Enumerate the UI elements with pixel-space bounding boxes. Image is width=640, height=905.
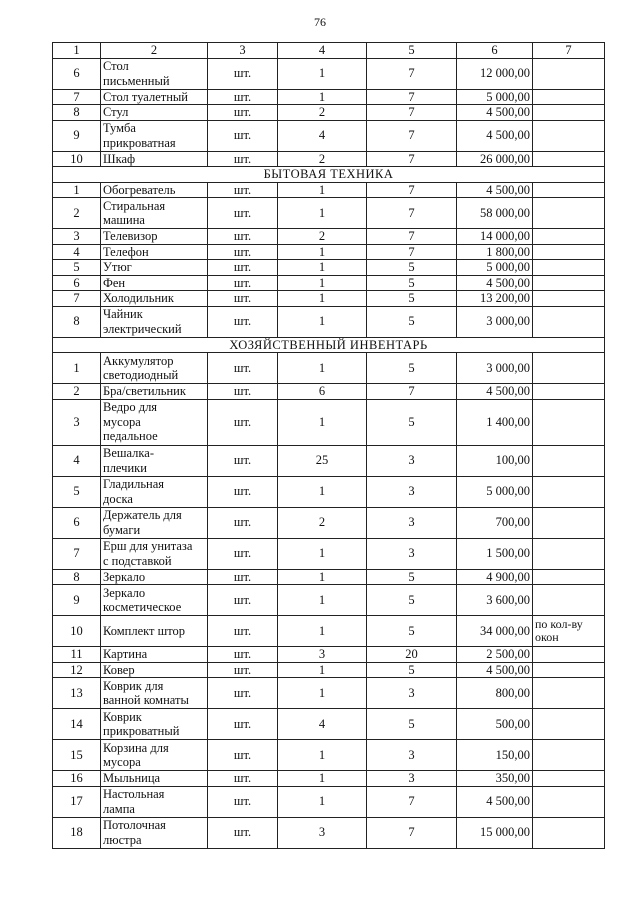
service-life-cell: 3 — [367, 771, 457, 787]
item-name-cell: Фен — [101, 275, 208, 291]
row-number-cell: 6 — [53, 58, 101, 89]
note-cell — [533, 353, 605, 384]
table-row — [53, 353, 605, 384]
unit-cell: шт. — [208, 260, 278, 276]
row-number-cell: 14 — [53, 709, 101, 740]
price-cell: 4 500,00 — [457, 662, 533, 678]
item-name-cell: Потолочная люстра — [101, 817, 208, 848]
table-row — [53, 229, 605, 245]
item-name-cell: Телевизор — [101, 229, 208, 245]
item-name-cell: Тумба прикроватная — [101, 120, 208, 151]
price-cell: 13 200,00 — [457, 291, 533, 307]
note-cell — [533, 662, 605, 678]
note-cell — [533, 291, 605, 307]
note-cell — [533, 585, 605, 616]
row-number-cell: 8 — [53, 569, 101, 585]
row-number-cell: 15 — [53, 740, 101, 771]
unit-cell: шт. — [208, 399, 278, 445]
row-number-cell: 18 — [53, 817, 101, 848]
service-life-cell: 3 — [367, 507, 457, 538]
table-row — [53, 445, 605, 476]
table-row — [53, 244, 605, 260]
quantity-cell: 1 — [278, 291, 367, 307]
service-life-cell: 7 — [367, 384, 457, 400]
quantity-cell: 1 — [278, 244, 367, 260]
row-number-cell: 12 — [53, 662, 101, 678]
price-cell: 3 000,00 — [457, 353, 533, 384]
service-life-cell: 5 — [367, 585, 457, 616]
quantity-cell: 3 — [278, 647, 367, 663]
price-cell: 34 000,00 — [457, 616, 533, 647]
item-name-cell: Зеркало — [101, 569, 208, 585]
unit-cell: шт. — [208, 120, 278, 151]
price-cell: 58 000,00 — [457, 198, 533, 229]
price-cell: 2 500,00 — [457, 647, 533, 663]
column-number: 2 — [101, 43, 208, 59]
quantity-cell: 1 — [278, 740, 367, 771]
unit-cell: шт. — [208, 182, 278, 198]
price-cell: 1 400,00 — [457, 399, 533, 445]
row-number-cell: 2 — [53, 198, 101, 229]
table-row — [53, 585, 605, 616]
table-row — [53, 709, 605, 740]
quantity-cell: 1 — [278, 275, 367, 291]
service-life-cell: 3 — [367, 445, 457, 476]
item-name-cell: Вешалка- плечики — [101, 445, 208, 476]
column-number: 6 — [457, 43, 533, 59]
table-row — [53, 569, 605, 585]
quantity-cell: 1 — [278, 198, 367, 229]
note-cell — [533, 445, 605, 476]
table-row — [53, 275, 605, 291]
quantity-cell: 6 — [278, 384, 367, 400]
item-name-cell: Корзина для мусора — [101, 740, 208, 771]
unit-cell: шт. — [208, 616, 278, 647]
table-row — [53, 58, 605, 89]
row-number-cell: 3 — [53, 399, 101, 445]
service-life-cell: 7 — [367, 198, 457, 229]
column-number: 3 — [208, 43, 278, 59]
row-number-cell: 2 — [53, 384, 101, 400]
quantity-cell: 1 — [278, 58, 367, 89]
row-number-cell: 13 — [53, 678, 101, 709]
table-row — [53, 260, 605, 276]
service-life-cell: 3 — [367, 538, 457, 569]
price-cell: 4 500,00 — [457, 105, 533, 121]
row-number-cell: 9 — [53, 120, 101, 151]
service-life-cell: 5 — [367, 260, 457, 276]
unit-cell: шт. — [208, 58, 278, 89]
row-number-cell: 4 — [53, 244, 101, 260]
table-row — [53, 198, 605, 229]
service-life-cell: 7 — [367, 786, 457, 817]
item-name-cell: Стол письменный — [101, 58, 208, 89]
table-row — [53, 740, 605, 771]
item-name-cell: Коврик для ванной комнаты — [101, 678, 208, 709]
note-cell — [533, 198, 605, 229]
unit-cell: шт. — [208, 507, 278, 538]
service-life-cell: 5 — [367, 291, 457, 307]
service-life-cell: 3 — [367, 678, 457, 709]
service-life-cell: 7 — [367, 151, 457, 167]
service-life-cell: 5 — [367, 616, 457, 647]
unit-cell: шт. — [208, 198, 278, 229]
quantity-cell: 2 — [278, 151, 367, 167]
unit-cell: шт. — [208, 229, 278, 245]
note-cell — [533, 275, 605, 291]
row-number-cell: 1 — [53, 353, 101, 384]
service-life-cell: 7 — [367, 182, 457, 198]
service-life-cell: 5 — [367, 399, 457, 445]
row-number-cell: 10 — [53, 151, 101, 167]
service-life-cell: 7 — [367, 58, 457, 89]
note-cell — [533, 647, 605, 663]
item-name-cell: Зеркало косметическое — [101, 585, 208, 616]
price-cell: 15 000,00 — [457, 817, 533, 848]
item-name-cell: Настольная лампа — [101, 786, 208, 817]
price-cell: 150,00 — [457, 740, 533, 771]
unit-cell: шт. — [208, 817, 278, 848]
row-number-cell: 5 — [53, 260, 101, 276]
column-number: 5 — [367, 43, 457, 59]
page-number: 76 — [314, 15, 326, 29]
quantity-cell: 25 — [278, 445, 367, 476]
item-name-cell: Холодильник — [101, 291, 208, 307]
unit-cell: шт. — [208, 786, 278, 817]
unit-cell: шт. — [208, 306, 278, 337]
quantity-cell: 1 — [278, 662, 367, 678]
quantity-cell: 1 — [278, 306, 367, 337]
note-cell — [533, 740, 605, 771]
quantity-cell: 1 — [278, 678, 367, 709]
table-row — [53, 105, 605, 121]
row-number-cell: 7 — [53, 291, 101, 307]
unit-cell: шт. — [208, 678, 278, 709]
item-name-cell: Ерш для унитаза с подставкой — [101, 538, 208, 569]
note-cell — [533, 120, 605, 151]
service-life-cell: 7 — [367, 817, 457, 848]
item-name-cell: Шкаф — [101, 151, 208, 167]
note-cell — [533, 569, 605, 585]
note-cell — [533, 260, 605, 276]
table-row — [53, 182, 605, 198]
item-name-cell: Стиральная машина — [101, 198, 208, 229]
table-row — [53, 120, 605, 151]
price-cell: 4 900,00 — [457, 569, 533, 585]
quantity-cell: 1 — [278, 260, 367, 276]
column-number: 1 — [53, 43, 101, 59]
table-row — [53, 647, 605, 663]
quantity-cell: 1 — [278, 569, 367, 585]
table-row — [53, 538, 605, 569]
table-row — [53, 306, 605, 337]
price-cell: 5 000,00 — [457, 476, 533, 507]
service-life-cell: 5 — [367, 709, 457, 740]
row-number-cell: 5 — [53, 476, 101, 507]
price-cell: 14 000,00 — [457, 229, 533, 245]
quantity-cell: 1 — [278, 786, 367, 817]
table-row — [53, 507, 605, 538]
quantity-cell: 2 — [278, 105, 367, 121]
note-cell — [533, 384, 605, 400]
service-life-cell: 5 — [367, 306, 457, 337]
column-number: 7 — [533, 43, 605, 59]
quantity-cell: 1 — [278, 616, 367, 647]
quantity-cell: 1 — [278, 353, 367, 384]
table-row — [53, 786, 605, 817]
note-cell — [533, 771, 605, 787]
service-life-cell: 7 — [367, 120, 457, 151]
note-cell — [533, 89, 605, 105]
unit-cell: шт. — [208, 771, 278, 787]
price-cell: 5 000,00 — [457, 260, 533, 276]
note-cell — [533, 786, 605, 817]
price-cell: 700,00 — [457, 507, 533, 538]
service-life-cell: 7 — [367, 244, 457, 260]
unit-cell: шт. — [208, 538, 278, 569]
quantity-cell: 1 — [278, 399, 367, 445]
row-number-cell: 8 — [53, 306, 101, 337]
row-number-cell: 16 — [53, 771, 101, 787]
service-life-cell: 3 — [367, 476, 457, 507]
table-row — [53, 817, 605, 848]
price-cell: 5 000,00 — [457, 89, 533, 105]
note-cell — [533, 244, 605, 260]
price-cell: 4 500,00 — [457, 275, 533, 291]
unit-cell: шт. — [208, 384, 278, 400]
service-life-cell: 5 — [367, 275, 457, 291]
unit-cell: шт. — [208, 585, 278, 616]
note-cell — [533, 229, 605, 245]
table-row — [53, 662, 605, 678]
unit-cell: шт. — [208, 445, 278, 476]
price-cell: 4 500,00 — [457, 786, 533, 817]
section-title: БЫТОВАЯ ТЕХНИКА — [53, 167, 605, 183]
table-row — [53, 399, 605, 445]
quantity-cell: 1 — [278, 771, 367, 787]
row-number-cell: 9 — [53, 585, 101, 616]
unit-cell: шт. — [208, 662, 278, 678]
price-cell: 100,00 — [457, 445, 533, 476]
row-number-cell: 3 — [53, 229, 101, 245]
price-cell: 1 800,00 — [457, 244, 533, 260]
unit-cell: шт. — [208, 353, 278, 384]
unit-cell: шт. — [208, 105, 278, 121]
note-cell — [533, 399, 605, 445]
quantity-cell: 4 — [278, 120, 367, 151]
quantity-cell: 1 — [278, 585, 367, 616]
row-number-cell: 10 — [53, 616, 101, 647]
section-header-row — [53, 167, 605, 183]
row-number-cell: 8 — [53, 105, 101, 121]
quantity-cell: 1 — [278, 538, 367, 569]
service-life-cell: 5 — [367, 569, 457, 585]
inventory-table — [52, 42, 605, 849]
price-cell: 4 500,00 — [457, 384, 533, 400]
note-cell — [533, 58, 605, 89]
note-cell — [533, 151, 605, 167]
note-cell — [533, 709, 605, 740]
quantity-cell: 4 — [278, 709, 367, 740]
price-cell: 26 000,00 — [457, 151, 533, 167]
quantity-cell: 1 — [278, 182, 367, 198]
service-life-cell: 7 — [367, 105, 457, 121]
service-life-cell: 7 — [367, 229, 457, 245]
service-life-cell: 5 — [367, 662, 457, 678]
item-name-cell: Мыльница — [101, 771, 208, 787]
note-cell — [533, 306, 605, 337]
note-cell: по кол-ву окон — [533, 616, 605, 647]
price-cell: 1 500,00 — [457, 538, 533, 569]
row-number-cell: 6 — [53, 275, 101, 291]
note-cell — [533, 817, 605, 848]
unit-cell: шт. — [208, 89, 278, 105]
item-name-cell: Стол туалетный — [101, 89, 208, 105]
service-life-cell: 3 — [367, 740, 457, 771]
price-cell: 800,00 — [457, 678, 533, 709]
price-cell: 4 500,00 — [457, 182, 533, 198]
item-name-cell: Ведро для мусора педальное — [101, 399, 208, 445]
item-name-cell: Ковер — [101, 662, 208, 678]
unit-cell: шт. — [208, 275, 278, 291]
note-cell — [533, 476, 605, 507]
table-row — [53, 291, 605, 307]
table-row — [53, 771, 605, 787]
row-number-cell: 6 — [53, 507, 101, 538]
item-name-cell: Картина — [101, 647, 208, 663]
unit-cell: шт. — [208, 476, 278, 507]
note-cell — [533, 182, 605, 198]
item-name-cell: Держатель для бумаги — [101, 507, 208, 538]
item-name-cell: Стул — [101, 105, 208, 121]
table-row — [53, 384, 605, 400]
item-name-cell: Чайник электрический — [101, 306, 208, 337]
price-cell: 4 500,00 — [457, 120, 533, 151]
service-life-cell: 7 — [367, 89, 457, 105]
unit-cell: шт. — [208, 709, 278, 740]
item-name-cell: Бра/светильник — [101, 384, 208, 400]
row-number-cell: 4 — [53, 445, 101, 476]
price-cell: 500,00 — [457, 709, 533, 740]
unit-cell: шт. — [208, 151, 278, 167]
note-cell — [533, 105, 605, 121]
note-cell — [533, 678, 605, 709]
service-life-cell: 5 — [367, 353, 457, 384]
item-name-cell: Гладильная доска — [101, 476, 208, 507]
section-title: ХОЗЯЙСТВЕННЫЙ ИНВЕНТАРЬ — [53, 337, 605, 353]
row-number-cell: 7 — [53, 538, 101, 569]
note-cell — [533, 538, 605, 569]
quantity-cell: 2 — [278, 229, 367, 245]
row-number-cell: 11 — [53, 647, 101, 663]
price-cell: 3 600,00 — [457, 585, 533, 616]
item-name-cell: Утюг — [101, 260, 208, 276]
item-name-cell: Телефон — [101, 244, 208, 260]
column-number: 4 — [278, 43, 367, 59]
quantity-cell: 1 — [278, 476, 367, 507]
quantity-cell: 3 — [278, 817, 367, 848]
unit-cell: шт. — [208, 647, 278, 663]
price-cell: 3 000,00 — [457, 306, 533, 337]
service-life-cell: 20 — [367, 647, 457, 663]
unit-cell: шт. — [208, 244, 278, 260]
unit-cell: шт. — [208, 291, 278, 307]
price-cell: 350,00 — [457, 771, 533, 787]
row-number-cell: 1 — [53, 182, 101, 198]
item-name-cell: Обогреватель — [101, 182, 208, 198]
price-cell: 12 000,00 — [457, 58, 533, 89]
table-row — [53, 89, 605, 105]
section-header-row — [53, 337, 605, 353]
item-name-cell: Аккумулятор светодиодный — [101, 353, 208, 384]
item-name-cell: Комплект штор — [101, 616, 208, 647]
unit-cell: шт. — [208, 740, 278, 771]
table-row — [53, 151, 605, 167]
table-row — [53, 476, 605, 507]
column-number-row — [53, 43, 605, 59]
quantity-cell: 2 — [278, 507, 367, 538]
note-cell — [533, 507, 605, 538]
row-number-cell: 7 — [53, 89, 101, 105]
unit-cell: шт. — [208, 569, 278, 585]
quantity-cell: 1 — [278, 89, 367, 105]
table-row — [53, 678, 605, 709]
item-name-cell: Коврик прикроватный — [101, 709, 208, 740]
row-number-cell: 17 — [53, 786, 101, 817]
table-row — [53, 616, 605, 647]
